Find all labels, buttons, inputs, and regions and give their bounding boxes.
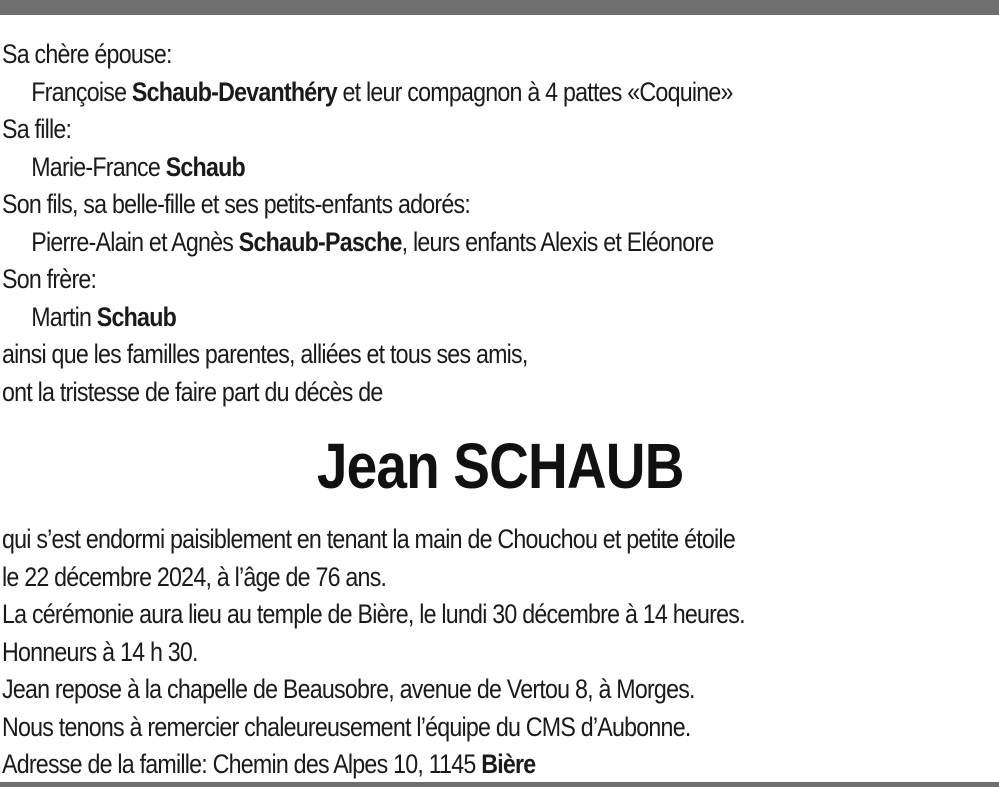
intro-line: ont la tristesse de faire part du décès de bbox=[2, 376, 383, 407]
family-member: Françoise Schaub-Devanthéry et leur compagnon à 4 pattes «Coquine» bbox=[31, 76, 733, 107]
family-address: Adresse de la famille: Chemin des Alpes 10, 1145 Bière bbox=[2, 749, 536, 779]
family-member: Pierre-Alain et Agnès Schaub-Pasche, leurs enfants Alexis et Eléonore bbox=[31, 226, 714, 257]
detail-line: Honneurs à 14 h 30. bbox=[2, 636, 198, 667]
family-relation: Son fils, sa belle-fille et ses petits-enfants adorés: bbox=[2, 189, 471, 219]
detail-line: La cérémonie aura lieu au temple de Bière, le lundi 30 décembre à 14 heures. bbox=[2, 599, 745, 629]
family-member: Martin Schaub bbox=[31, 301, 177, 332]
family-relation: Sa fille: bbox=[2, 114, 72, 144]
family-surname: Schaub bbox=[96, 301, 177, 332]
family-surname: Schaub bbox=[165, 151, 245, 182]
detail-line: qui s’est endormi paisiblement en tenant la main de Chouchou et petite étoile bbox=[2, 524, 735, 554]
family-relation: Sa chère épouse: bbox=[2, 39, 172, 69]
family-surname: Schaub-Devanthéry bbox=[131, 76, 337, 107]
obituary-notice bbox=[2, 36, 999, 784]
family-relation: Son frère: bbox=[2, 264, 97, 294]
top-border-rule bbox=[0, 0, 999, 15]
intro-line: ainsi que les familles parentes, alliées et tous ses amis, bbox=[2, 339, 528, 369]
bottom-border-rule bbox=[0, 782, 999, 787]
deceased-name: Jean SCHAUB bbox=[317, 430, 684, 502]
deceased-name-block bbox=[2, 411, 999, 521]
detail-line: le 22 décembre 2024, à l’âge de 76 ans. bbox=[2, 561, 387, 592]
detail-line: Nous tenons à remercier chaleureusement l’équipe du CMS d’Aubonne. bbox=[2, 711, 691, 742]
address-town: Bière bbox=[481, 749, 536, 779]
family-member: Marie-France Schaub bbox=[31, 151, 245, 182]
detail-line: Jean repose à la chapelle de Beausobre, avenue de Vertou 8, à Morges. bbox=[2, 674, 695, 704]
family-surname: Schaub-Pasche bbox=[238, 226, 402, 257]
